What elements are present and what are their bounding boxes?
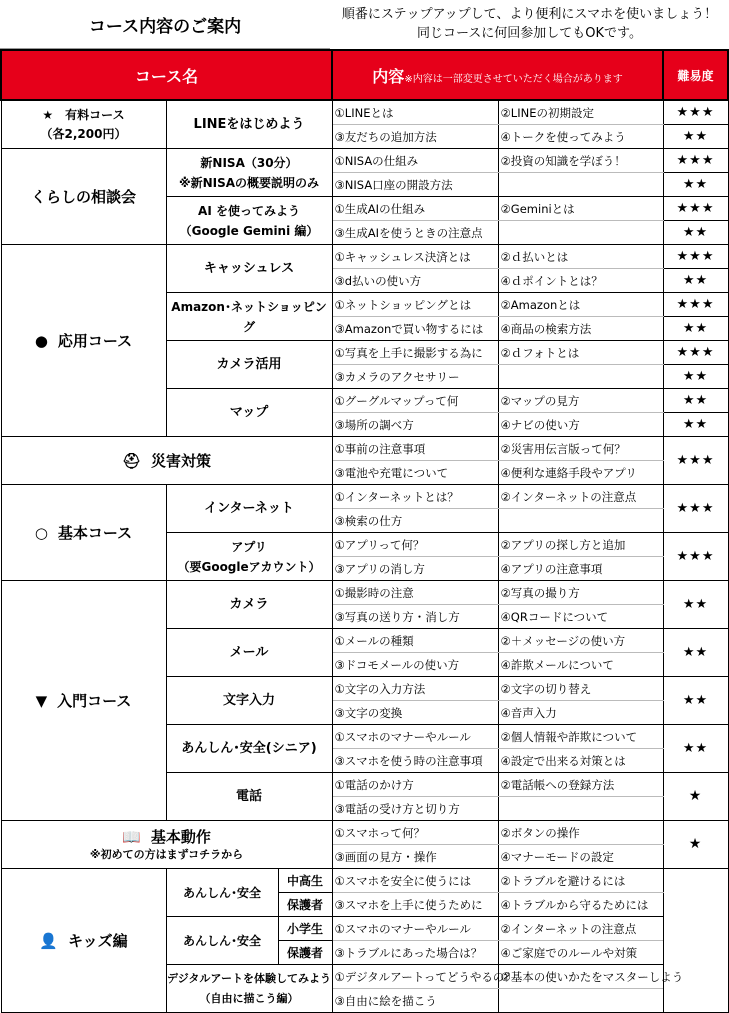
content-item — [498, 989, 663, 1013]
content-item: ①グーグルマップって何 — [332, 389, 498, 413]
category-kids — [1, 869, 166, 1013]
course-text-input: 文字入力 — [166, 677, 332, 725]
person-icon: 👤 — [39, 932, 58, 950]
difficulty-stars: ★★ — [663, 173, 728, 197]
content-item: ③文字の変換 — [332, 701, 498, 725]
course-ai-subtitle: （Google Gemini 編） — [179, 223, 319, 238]
difficulty-stars: ★★ — [663, 725, 728, 773]
page-title: コース内容のご案内 — [0, 0, 330, 49]
difficulty-stars: ★★★ — [663, 149, 728, 173]
content-item: ②個人情報や詐欺について — [498, 725, 663, 749]
course-nisa-subtitle: ※新NISAの概要説明のみ — [178, 175, 320, 190]
book-icon: 📖 — [122, 828, 141, 846]
course-nisa — [166, 149, 332, 197]
difficulty-stars: ★★★ — [663, 293, 728, 317]
category-intro — [1, 581, 166, 821]
content-item: ①アプリって何？ — [332, 533, 498, 557]
course-kids-safety-el: あんしん･安全 — [166, 917, 278, 965]
content-item: ③電話の受け方と切り方 — [332, 797, 498, 821]
content-item: ②インターネットの注意点 — [498, 485, 663, 509]
content-item: ④商品の検索方法 — [498, 317, 663, 341]
content-item: ③d払いの使い方 — [332, 269, 498, 293]
course-table — [0, 49, 729, 1013]
content-item: ①NISAの仕組み — [332, 149, 498, 173]
header-note-line2: 同じコースに何回参加してもOKです。 — [416, 26, 643, 41]
difficulty-stars: ★★ — [663, 629, 728, 677]
content-item: ④ｄポイントとは？ — [498, 269, 663, 293]
difficulty-empty — [663, 869, 728, 1013]
course-kids-safety-hs: あんしん･安全 — [166, 869, 278, 917]
content-item: ②ｄ払いとは — [498, 245, 663, 269]
course-cashless: キャッシュレス — [166, 245, 332, 293]
category-paid-price: （各2,200円） — [40, 126, 127, 141]
table-row — [1, 437, 728, 461]
content-item: ③トラブルにあった場合は？ — [332, 941, 498, 965]
content-item: ③生成AIを使うときの注意点 — [332, 221, 498, 245]
content-item: ③スマホを上手に使うために — [332, 893, 498, 917]
course-amazon: Amazon･ネットショッピング — [166, 293, 332, 341]
difficulty-stars: ★ — [663, 821, 728, 869]
content-item: ①スマホを安全に使うには — [332, 869, 498, 893]
content-item: ①電話のかけ方 — [332, 773, 498, 797]
column-header-content-label: 内容 — [372, 66, 405, 86]
content-item: ③自由に絵を描こう — [332, 989, 498, 1013]
content-item: ④便利な連絡手段やアプリ — [498, 461, 663, 485]
course-camera-advanced: カメラ活用 — [166, 341, 332, 389]
category-paid-label: ★ 有料コース — [42, 107, 125, 122]
course-safety-senior: あんしん･安全(シニア) — [166, 725, 332, 773]
content-item: ①生成AIの仕組み — [332, 197, 498, 221]
content-item: ②ボタンの操作 — [498, 821, 663, 845]
content-item: ②電話帳への登録方法 — [498, 773, 663, 797]
content-item: ②写真の撮り方 — [498, 581, 663, 605]
table-header-row — [1, 50, 728, 100]
content-item: ③ドコモメールの使い方 — [332, 653, 498, 677]
difficulty-stars: ★★ — [663, 413, 728, 437]
content-item: ②災害用伝言版って何？ — [498, 437, 663, 461]
content-item: ②基本の使いかたをマスターしよう — [498, 965, 663, 989]
content-item: ①デジタルアートってどうやるの？ — [332, 965, 498, 989]
content-item: ③NISA口座の開設方法 — [332, 173, 498, 197]
content-item: ③場所の調べ方 — [332, 413, 498, 437]
content-item: ③Amazonで買い物するには — [332, 317, 498, 341]
course-kids-art — [166, 965, 332, 1013]
difficulty-stars: ★★★ — [663, 100, 728, 125]
category-disaster — [1, 437, 332, 485]
course-phone: 電話 — [166, 773, 332, 821]
course-app-subtitle: （要Googleアカウント） — [177, 559, 321, 574]
content-item: ①インターネットとは？ — [332, 485, 498, 509]
course-camera: カメラ — [166, 581, 332, 629]
circle-icon: ○ — [34, 524, 48, 542]
content-item: ②Amazonとは — [498, 293, 663, 317]
content-item: ④QRコードについて — [498, 605, 663, 629]
category-basic-ops-note: ※初めての方はまずコチラから — [89, 848, 244, 861]
course-ai-title: AI を使ってみよう — [198, 203, 300, 218]
content-item: ④詐欺メールについて — [498, 653, 663, 677]
table-row — [1, 149, 728, 173]
category-basic-ops — [1, 821, 332, 869]
bullet-icon: ● — [34, 332, 48, 350]
triangle-down-icon: ▼ — [35, 692, 48, 710]
grade-label: 保護者 — [278, 893, 332, 917]
content-item: ④設定で出来る対策とは — [498, 749, 663, 773]
content-item: ④アプリの注意事項 — [498, 557, 663, 581]
content-item: ①文字の入力方法 — [332, 677, 498, 701]
difficulty-stars: ★ — [663, 773, 728, 821]
content-item: ①キャッシュレス決済とは — [332, 245, 498, 269]
content-item: ④ナビの使い方 — [498, 413, 663, 437]
course-nisa-title: 新NISA（30分） — [200, 155, 298, 170]
content-item — [498, 221, 663, 245]
difficulty-stars: ★★ — [663, 125, 728, 149]
category-kids-label: キッズ編 — [67, 932, 128, 950]
content-item: ②インターネットの注意点 — [498, 917, 663, 941]
content-item — [498, 365, 663, 389]
content-item: ③スマホを使う時の注意事項 — [332, 749, 498, 773]
course-internet: インターネット — [166, 485, 332, 533]
difficulty-stars: ★★ — [663, 581, 728, 629]
content-item: ③アプリの消し方 — [332, 557, 498, 581]
category-applied-label: 応用コース — [57, 332, 133, 350]
content-item: ②＋メッセージの使い方 — [498, 629, 663, 653]
content-item: ④トークを使ってみよう — [498, 125, 663, 149]
content-item — [498, 173, 663, 197]
course-mail: メール — [166, 629, 332, 677]
table-row — [1, 100, 728, 125]
content-item — [498, 797, 663, 821]
column-header-course: コース名 — [1, 50, 332, 100]
content-item: ②トラブルを避けるには — [498, 869, 663, 893]
difficulty-stars: ★★★ — [663, 197, 728, 221]
grade-label: 小学生 — [278, 917, 332, 941]
content-item: ①メールの種類 — [332, 629, 498, 653]
category-applied — [1, 245, 166, 437]
course-app — [166, 533, 332, 581]
category-intro-label: 入門コース — [57, 692, 132, 710]
table-row — [1, 581, 728, 605]
content-item: ①スマホって何？ — [332, 821, 498, 845]
content-item: ③検索の仕方 — [332, 509, 498, 533]
content-item: ②投資の知識を学ぼう！ — [498, 149, 663, 173]
content-item: ②文字の切り替え — [498, 677, 663, 701]
difficulty-stars: ★★ — [663, 317, 728, 341]
category-basic-label: 基本コース — [57, 524, 133, 542]
content-item: ②アプリの探し方と追加 — [498, 533, 663, 557]
content-item: ③カメラのアクセサリー — [332, 365, 498, 389]
content-item: ③画面の見方・操作 — [332, 845, 498, 869]
table-row — [1, 821, 728, 845]
course-kids-art-title: デジタルアートを体験してみよう — [166, 971, 331, 985]
table-row — [1, 869, 728, 893]
course-line: LINEをはじめよう — [166, 100, 332, 149]
course-map: マップ — [166, 389, 332, 437]
content-item: ②Geminiとは — [498, 197, 663, 221]
difficulty-stars: ★★★ — [663, 245, 728, 269]
content-item: ④マナーモードの設定 — [498, 845, 663, 869]
content-item: ①撮影時の注意 — [332, 581, 498, 605]
difficulty-stars: ★★★ — [663, 341, 728, 365]
difficulty-stars: ★★ — [663, 677, 728, 725]
difficulty-stars: ★★ — [663, 221, 728, 245]
content-item: ①スマホのマナーやルール — [332, 917, 498, 941]
grade-label: 中高生 — [278, 869, 332, 893]
content-item — [498, 509, 663, 533]
difficulty-stars: ★★★ — [663, 437, 728, 485]
content-item: ①ネットショッピングとは — [332, 293, 498, 317]
content-item: ②ｄフォトとは — [498, 341, 663, 365]
content-item: ①写真を上手に撮影する為に — [332, 341, 498, 365]
difficulty-stars: ★★ — [663, 365, 728, 389]
header-notes — [331, 0, 728, 48]
course-app-title: アプリ — [231, 539, 267, 554]
content-item: ③写真の送り方・消し方 — [332, 605, 498, 629]
column-header-content-note: ※内容は一部変更させていただく場合があります — [404, 73, 623, 85]
category-paid — [1, 100, 166, 149]
content-item: ③友だちの追加方法 — [332, 125, 498, 149]
grade-label: 保護者 — [278, 941, 332, 965]
content-item: ④音声入力 — [498, 701, 663, 725]
difficulty-stars: ★★★ — [663, 485, 728, 533]
content-item: ③電池や充電について — [332, 461, 498, 485]
category-soudan: くらしの相談会 — [1, 149, 166, 245]
course-kids-art-subtitle: （自由に描こう編） — [199, 991, 299, 1005]
column-header-difficulty: 難易度 — [663, 50, 728, 100]
difficulty-stars: ★★★ — [663, 533, 728, 581]
content-item: ①事前の注意事項 — [332, 437, 498, 461]
content-item: ②LINEの初期設定 — [498, 100, 663, 125]
table-row — [1, 485, 728, 509]
difficulty-stars: ★★ — [663, 389, 728, 413]
header-note-line1: 順番にステップアップして、より便利にスマホを使いましょう！ — [341, 7, 718, 22]
category-disaster-label: 災害対策 — [151, 452, 212, 470]
column-header-content — [332, 50, 663, 100]
helmet-icon: ⛑ — [121, 452, 142, 470]
difficulty-stars: ★★ — [663, 269, 728, 293]
content-item: ④ご家庭でのルールや対策 — [498, 941, 663, 965]
content-item: ④トラブルから守るためには — [498, 893, 663, 917]
table-row — [1, 245, 728, 269]
category-basic — [1, 485, 166, 581]
category-basic-ops-label: 基本動作 — [150, 828, 211, 846]
content-item: ②マップの見方 — [498, 389, 663, 413]
content-item: ①スマホのマナーやルール — [332, 725, 498, 749]
content-item: ①LINEとは — [332, 100, 498, 125]
course-ai — [166, 197, 332, 245]
